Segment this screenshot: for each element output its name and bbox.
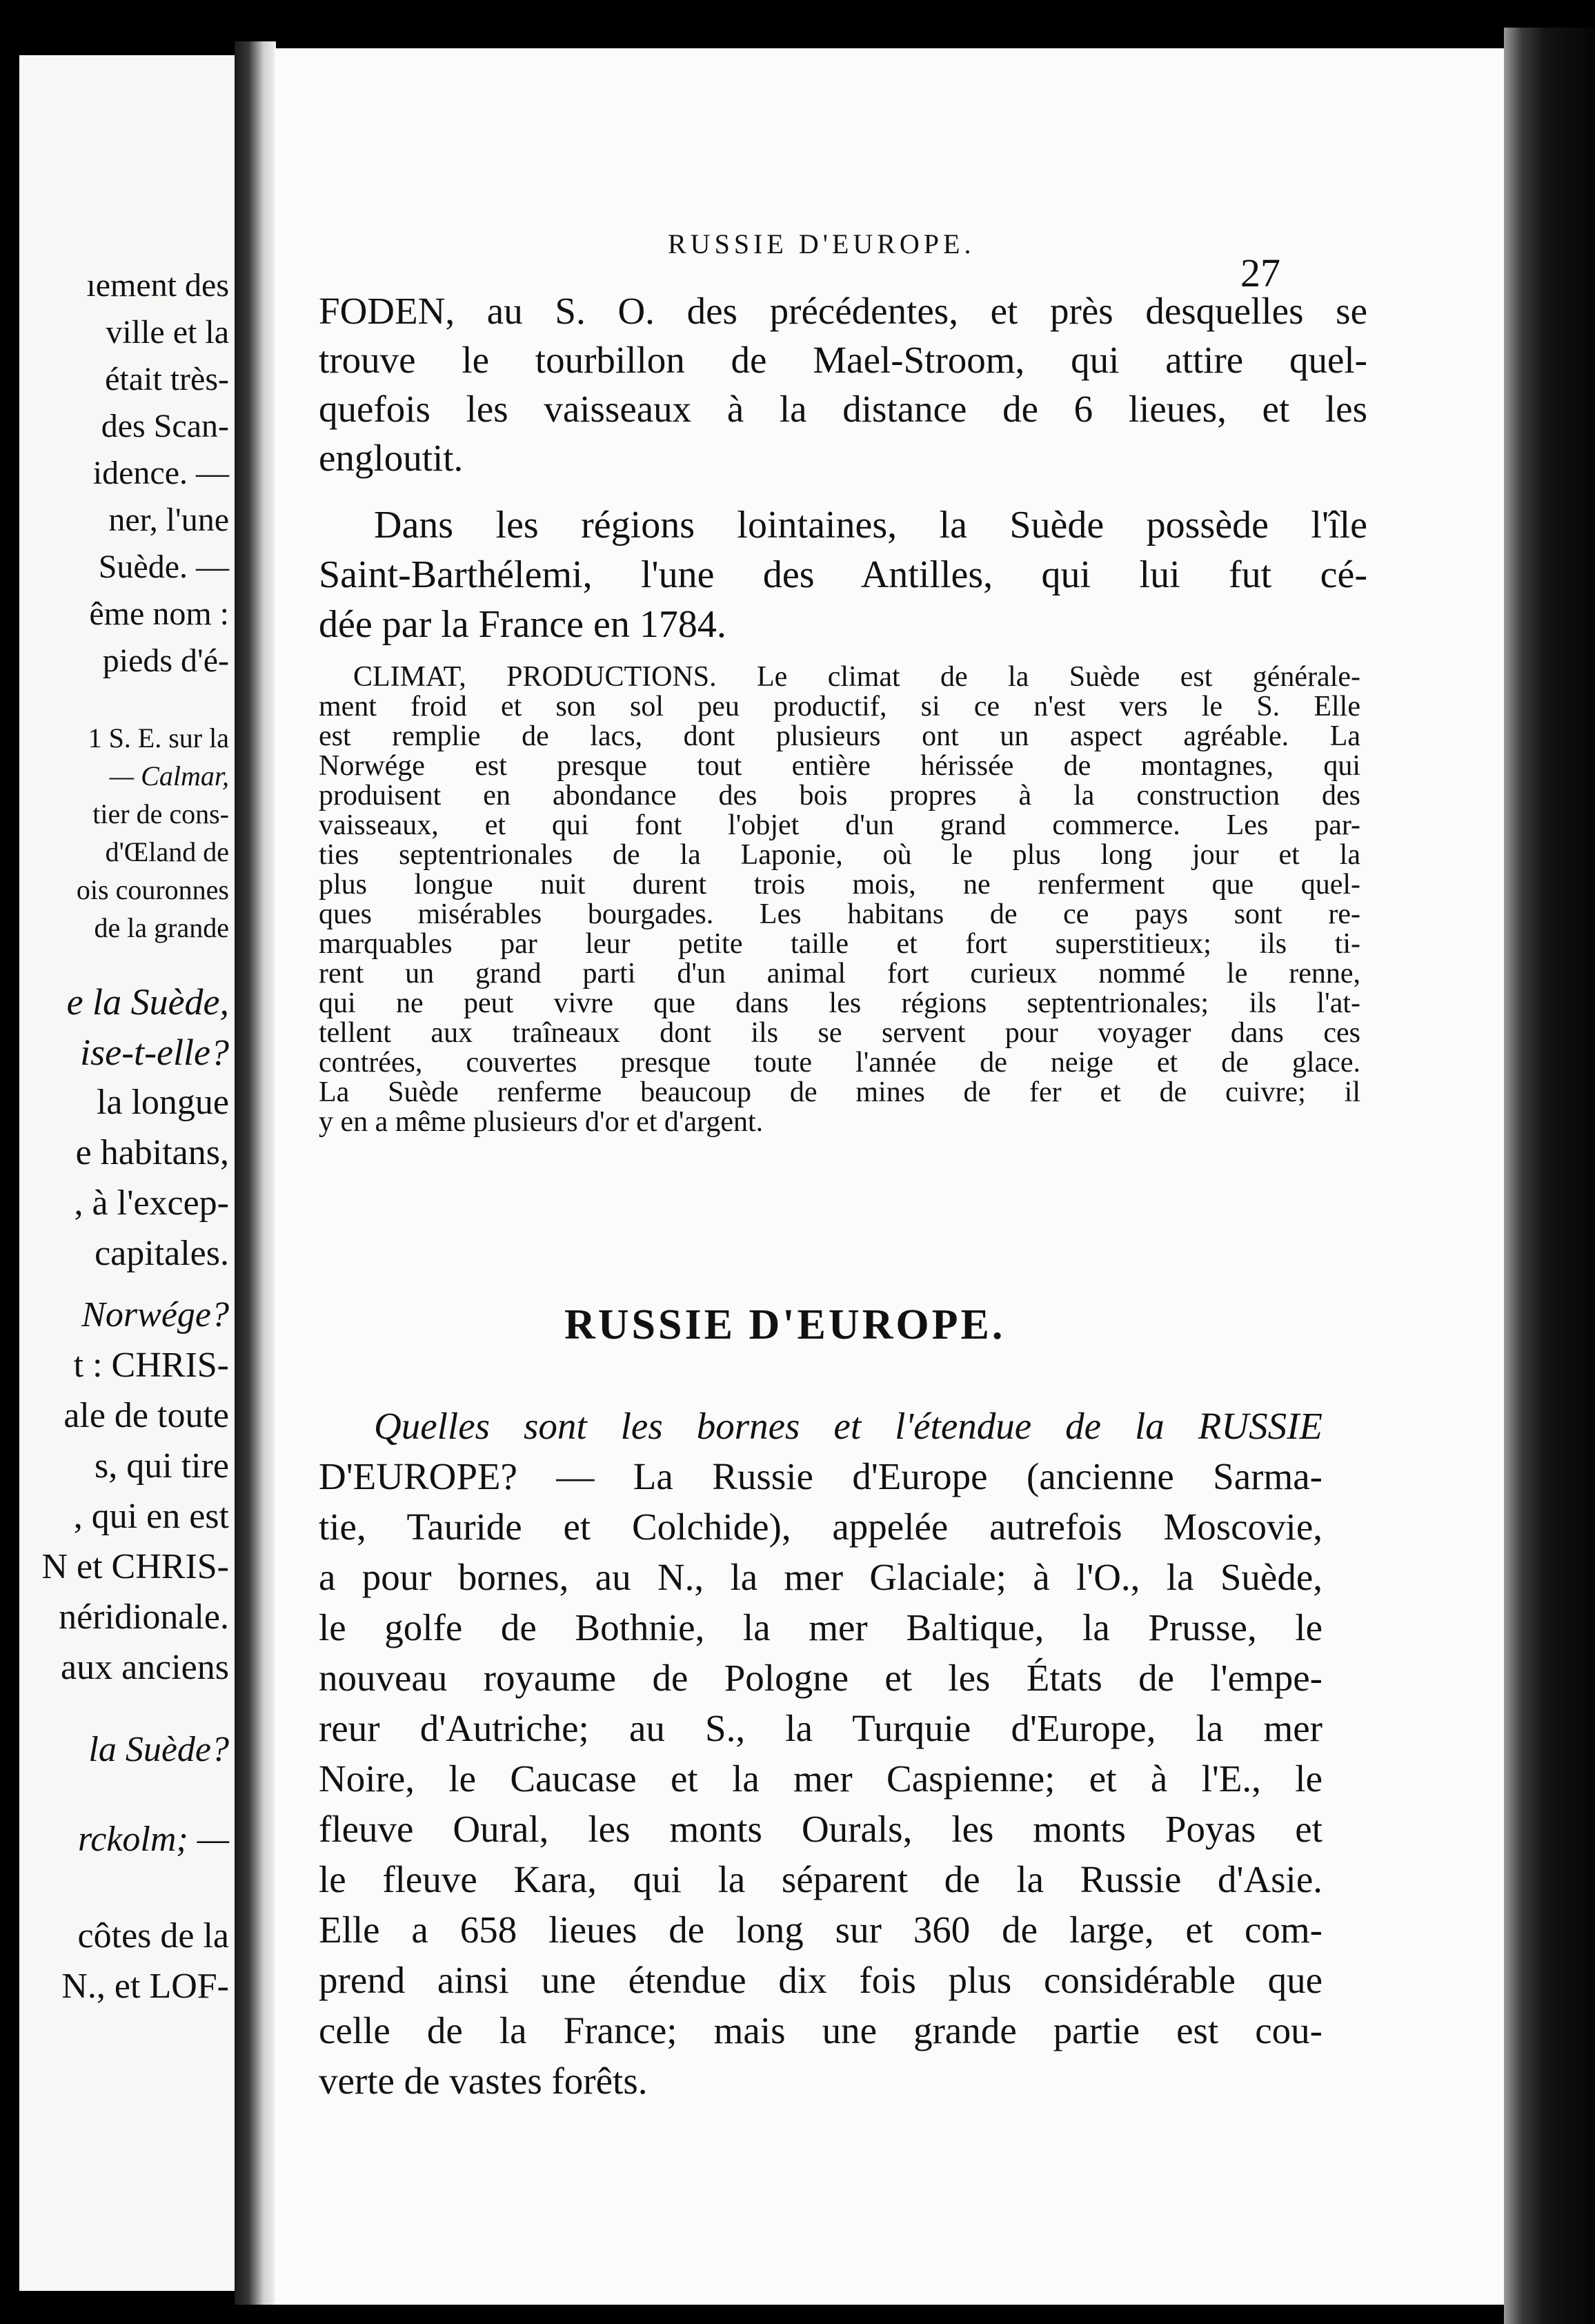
text-line: D'EUROPE? — La Russie d'Europe (ancienne Sarma- xyxy=(319,1455,1322,1497)
left-page-line: , qui en est xyxy=(73,1497,229,1536)
climate-paragraph xyxy=(319,662,1367,1137)
text-line: La Suède renferme beaucoup de mines de fer et de cuivre; il xyxy=(319,1076,1360,1108)
left-page-line: ville et la xyxy=(106,314,229,351)
left-page-line: ême nom : xyxy=(89,595,229,632)
text-line: FODEN, au S. O. des précédentes, et près desquelles se xyxy=(319,290,1367,332)
text-line: y en a même plusieurs d'or et d'argent. xyxy=(319,1106,764,1138)
text-line: nouveau royaume de Pologne et les États de l'empe- xyxy=(319,1657,1322,1699)
left-page xyxy=(19,55,239,2291)
text-line: Elle a 658 lieues de long sur 360 de large, et com- xyxy=(319,1909,1322,1951)
page-number: 27 xyxy=(1240,250,1280,295)
text-line: engloutit. xyxy=(319,437,464,479)
left-page-line: d'Œland de xyxy=(105,836,229,867)
section-heading: RUSSIE D'EUROPE. xyxy=(564,1301,1006,1348)
left-page-line: , à l'excep- xyxy=(74,1183,229,1223)
right-page xyxy=(275,48,1504,2305)
left-page-line: ale de toute xyxy=(63,1396,229,1435)
text-line: Quelles sont les bornes et l'étendue de la RUSSIE xyxy=(374,1405,1322,1447)
left-page-line: N., et LOF- xyxy=(61,1967,229,2006)
text-line: plus longue nuit durent trois mois, ne renferment que quel- xyxy=(319,869,1360,900)
left-page-line: N et CHRIS- xyxy=(41,1547,229,1586)
left-page-line: e la Suède, xyxy=(66,981,229,1023)
text-line: CLIMAT, PRODUCTIONS. Le climat de la Suède est générale- xyxy=(353,661,1360,693)
text-line: Dans les régions lointaines, la Suède possède l'île xyxy=(374,504,1367,546)
left-page-line: aux anciens xyxy=(60,1648,229,1687)
text-line: produisent en abondance des bois propres à la construction des xyxy=(319,780,1360,811)
text-line: ment froid et son sol peu productif, si ce n'est vers le S. Elle xyxy=(319,691,1360,722)
text-line: a pour bornes, au N., la mer Glaciale; à l'O., la Suède, xyxy=(319,1556,1322,1598)
text-line: trouve le tourbillon de Mael-Stroom, qui attire quel- xyxy=(319,339,1367,381)
colonies-paragraph xyxy=(319,500,1367,649)
left-page-line: des Scan- xyxy=(101,408,229,444)
page-edge-shadow xyxy=(1504,28,1595,2324)
left-page-line: t : CHRIS- xyxy=(73,1346,229,1385)
left-page-line: néridionale. xyxy=(59,1597,229,1637)
text-line: rent un grand parti d'un animal fort curieux nommé le renne, xyxy=(319,958,1360,989)
left-page-line: idence. — xyxy=(92,455,229,491)
left-page-line: ner, l'une xyxy=(108,502,229,538)
text-line: Saint-Barthélemi, l'une des Antilles, qui lui fut cé- xyxy=(319,553,1367,596)
text-line: ques misérables bourgades. Les habitans de ce pays sont re- xyxy=(319,898,1360,930)
left-page-line: côtes de la xyxy=(77,1916,229,1956)
text-line: reur d'Autriche; au S., la Turquie d'Europe, la mer xyxy=(319,1707,1322,1749)
text-line: le fleuve Kara, qui la séparent de la Russie d'Asie. xyxy=(319,1858,1322,1900)
text-line: qui ne peut vivre que dans les régions septentrionales; ils l'at- xyxy=(319,987,1360,1019)
left-page-line: était très- xyxy=(105,361,229,397)
text-line: quefois les vaisseaux à la distance de 6 lieues, et les xyxy=(319,388,1367,430)
left-page-line: tier de cons- xyxy=(92,798,229,829)
left-page-line: capitales. xyxy=(95,1234,229,1273)
text-line: tellent aux traîneaux dont ils se servent pour voyager dans ces xyxy=(319,1017,1360,1049)
intro-paragraph xyxy=(319,286,1367,482)
running-head: RUSSIE D'EUROPE. xyxy=(668,228,975,259)
left-page-line: Suède. — xyxy=(98,549,229,585)
left-page-line: la Suède? xyxy=(88,1730,229,1769)
left-page-line: ise-t-elle? xyxy=(80,1032,229,1073)
text-line: Noire, le Caucase et la mer Caspienne; et à l'E., le xyxy=(319,1757,1322,1800)
russia-paragraph xyxy=(319,1401,1367,2106)
left-page-line: ois couronnes xyxy=(76,874,229,905)
text-line: contrées, couvertes presque toute l'année de neige et de glace. xyxy=(319,1047,1360,1079)
left-page-line: la longue xyxy=(96,1083,229,1122)
book-gutter xyxy=(235,41,276,2305)
left-page-line: ıement des xyxy=(86,267,229,304)
left-page-line: e habitans, xyxy=(75,1133,229,1172)
text-line: celle de la France; mais une grande partie est cou- xyxy=(319,2009,1322,2051)
left-page-line: de la grande xyxy=(94,912,229,943)
left-page-line: pieds d'é- xyxy=(102,642,229,679)
text-line: vaisseaux, et qui font l'objet d'un grand commerce. Les par- xyxy=(319,809,1360,841)
text-line: verte de vastes forêts. xyxy=(319,2060,648,2102)
text-line: prend ainsi une étendue dix fois plus considérable que xyxy=(319,1959,1322,2001)
text-line: est remplie de lacs, dont plusieurs ont un aspect agréable. La xyxy=(319,720,1360,752)
left-page-line: s, qui tire xyxy=(95,1446,229,1486)
text-line: dée par la France en 1784. xyxy=(319,603,726,646)
left-page-line: Norwége? xyxy=(81,1295,229,1335)
text-line: fleuve Oural, les monts Ourals, les monts Poyas et xyxy=(319,1808,1322,1850)
text-line: Norwége est presque tout entière hérissée de montagnes, qui xyxy=(319,750,1360,782)
left-page-line: rckolm; — xyxy=(77,1820,229,1859)
text-line: ties septentrionales de la Laponie, où le plus long jour et la xyxy=(319,839,1360,871)
left-page-line: 1 S. E. sur la xyxy=(88,722,229,754)
text-line: marquables par leur petite taille et fort superstitieux; ils ti- xyxy=(319,928,1360,960)
text-line: tie, Tauride et Colchide), appelée autrefois Moscovie, xyxy=(319,1506,1322,1548)
text-line: le golfe de Bothnie, la mer Baltique, la Prusse, le xyxy=(319,1606,1322,1648)
left-page-line: — Calmar, xyxy=(109,760,229,791)
